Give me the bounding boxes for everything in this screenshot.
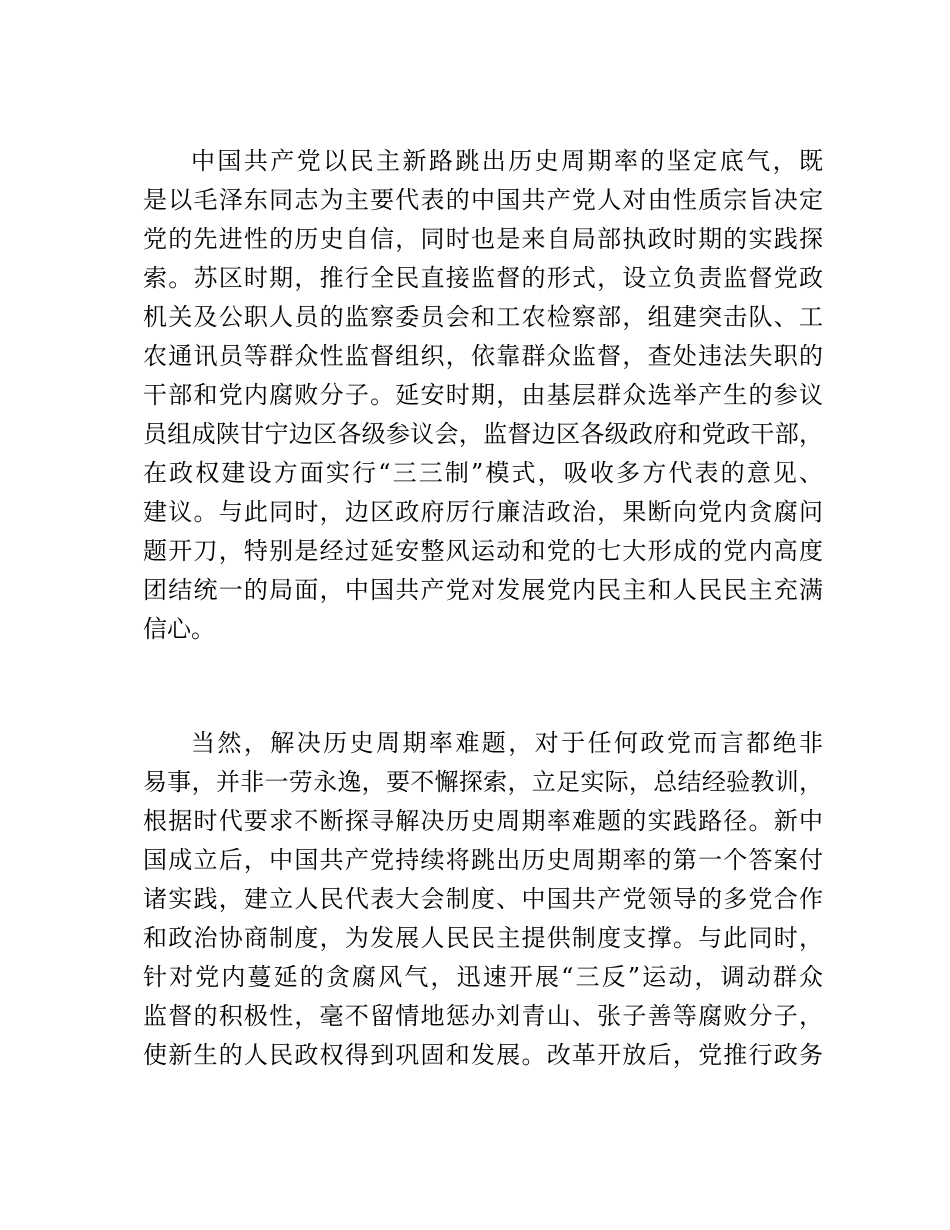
text-line: 国成立后，中国共产党持续将跳出历史周期率的第一个答案付 [143, 846, 823, 874]
text-line: 团结统一的局面，中国共产党对发展党内民主和人民民主充满 [143, 576, 823, 604]
text-line: 当然，解决历史周期率难题，对于任何政党而言都绝非 [191, 729, 823, 757]
text-line: 信心。 [143, 615, 215, 643]
paragraph-1 [143, 142, 823, 649]
text-line: 针对党内蔓延的贪腐风气，迅速开展“三反”运动，调动群众 [143, 963, 823, 991]
text-line: 员组成陕甘宁边区各级参议会，监督边区各级政府和党政干部， [143, 420, 823, 448]
text-line: 机关及公职人员的监察委员会和工农检察部，组建突击队、工 [143, 303, 823, 331]
text-line: 农通讯员等群众性监督组织，依靠群众监督，查处违法失职的 [143, 342, 823, 370]
text-line: 易事，并非一劳永逸，要不懈探索，立足实际，总结经验教训， [143, 768, 823, 796]
text-line: 是以毛泽东同志为主要代表的中国共产党人对由性质宗旨决定 [143, 186, 823, 214]
text-line: 建议。与此同时，边区政府厉行廉洁政治，果断向党内贪腐问 [143, 498, 823, 526]
text-line: 索。苏区时期，推行全民直接监督的形式，设立负责监督党政 [143, 264, 823, 292]
text-line: 监督的积极性，毫不留情地惩办刘青山、张子善等腐败分子， [143, 1002, 823, 1030]
text-line: 在政权建设方面实行“三三制”模式，吸收多方代表的意见、 [143, 459, 823, 487]
text-line: 使新生的人民政权得到巩固和发展。改革开放后，党推行政务 [143, 1041, 823, 1069]
text-line: 中国共产党以民主新路跳出历史周期率的坚定底气，既 [191, 147, 823, 175]
text-line: 和政治协商制度，为发展人民民主提供制度支撑。与此同时， [143, 924, 823, 952]
paragraph-2 [143, 724, 823, 1075]
text-line: 题开刀，特别是经过延安整风运动和党的七大形成的党内高度 [143, 537, 823, 565]
text-line: 党的先进性的历史自信，同时也是来自局部执政时期的实践探 [143, 225, 823, 253]
text-line: 干部和党内腐败分子。延安时期，由基层群众选举产生的参议 [143, 381, 823, 409]
text-line: 诸实践，建立人民代表大会制度、中国共产党领导的多党合作 [143, 885, 823, 913]
text-line: 根据时代要求不断探寻解决历史周期率难题的实践路径。新中 [143, 807, 823, 835]
